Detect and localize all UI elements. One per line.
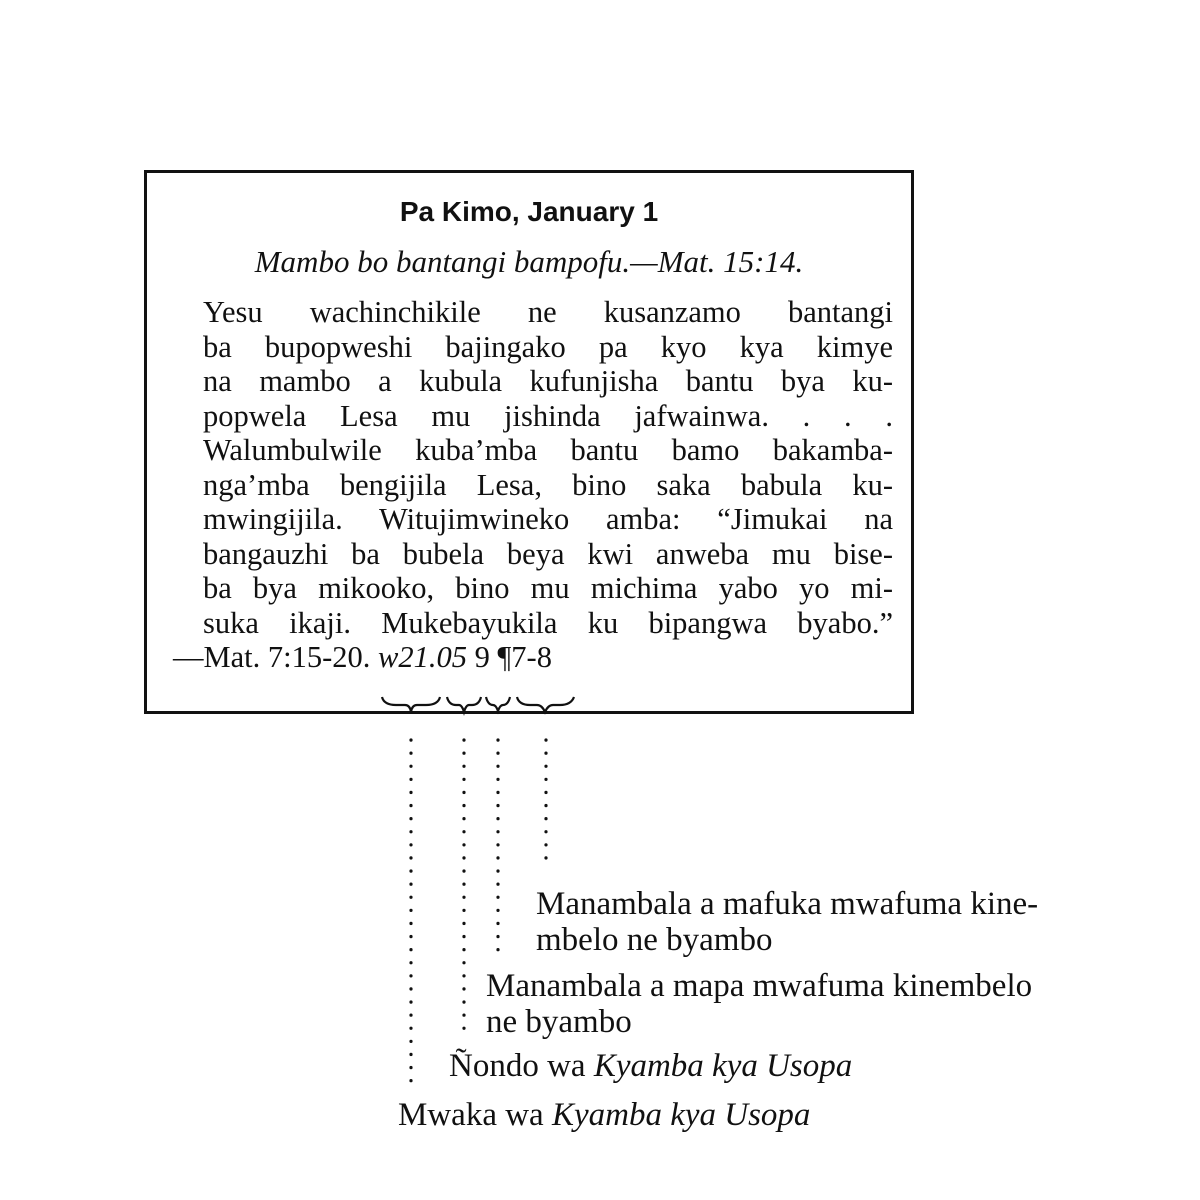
callout-paragraph-numbers (536, 886, 1038, 958)
page-brace (486, 697, 510, 711)
body-line: Yesu wachinchikile ne kusanzamo bantangi (203, 295, 893, 329)
callout-month-prefix: Ñondo wa (449, 1048, 594, 1084)
callout-issue-year (398, 1097, 810, 1133)
callout-pages-line2: ne byambo (486, 1004, 632, 1040)
reference-year: w21 (378, 640, 429, 674)
body-line: popwela Lesa mu jishinda jafwainwa. . . . (203, 398, 893, 433)
body-line: ba bya mikooko, bino mu michima yabo yo mi- (203, 571, 893, 605)
callout-page-numbers (486, 968, 1032, 1040)
paragraphs-brace (517, 697, 574, 712)
reference-issue: .05 (428, 640, 467, 674)
body-line: bangauzhi ba bubela beya kwi anweba mu bise- (203, 536, 893, 571)
daily-text-date: Pa Kimo, January 1 (399, 196, 659, 227)
body-line: Walumbulwile kuba’mba bantu bamo bakamba- (203, 433, 893, 467)
callout-paragraphs-line2: mbelo ne byambo (536, 922, 773, 958)
scripture-citation: —Mat. 7:15-20. (173, 640, 371, 674)
daily-text-theme-scripture: Mambo bo bantangi bampofu.—Mat. 15:14. (254, 244, 804, 279)
callout-issue-month (449, 1048, 852, 1084)
year-brace (382, 697, 440, 712)
callout-year-publication: Kyamba kya Usopa (551, 1097, 811, 1133)
callout-pages-line1: Manambala a mapa mwafuma kinembelo (486, 968, 1033, 1004)
issue-brace (447, 697, 481, 712)
body-line: ba bupopweshi bajingako pa kyo kya kimye (203, 329, 893, 364)
reference-paragraphs: ¶7-8 (497, 640, 552, 674)
callout-year-prefix: Mwaka wa (398, 1097, 552, 1133)
body-line: mwingijila. Witujimwineko amba: “Jimukai na (203, 502, 893, 536)
callout-paragraphs-line1: Manambala a mafuka mwafuma kine- (536, 886, 1039, 922)
body-line: nga’mba bengijila Lesa, bino saka babula ku- (203, 467, 893, 502)
reference-page: 9 (474, 640, 490, 674)
body-line: na mambo a kubula kufunjisha bantu bya ku- (203, 364, 893, 398)
body-line: suka ikaji. Mukebayukila ku bipangwa byabo.” (203, 605, 893, 640)
callout-month-publication: Kyamba kya Usopa (593, 1048, 853, 1084)
